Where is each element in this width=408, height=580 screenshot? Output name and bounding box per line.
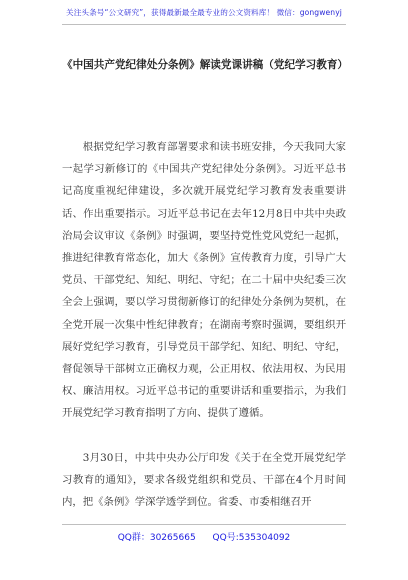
footer-qq-group: QQ群：30265665 (117, 533, 196, 543)
footer (0, 530, 408, 543)
paragraph: 根据党纪学习教育部署要求和读书班安排，今天我同大家一起学习新修订的《中国共产党纪律处分条例》。习近平总书记高度重视纪律建设，多次就开展党纪学习教育发表重要讲话、作出重要指示。习近平总书记在去年12月8日中共中央政治局会议审议《条例》时强调，要坚持党性党风党纪一起抓，推进纪律教育常态化，加大《条例》宣传教育力度，引导广大党员、干部党纪、知纪、明纪、守纪；在二十届中央纪委三次全会上强调，要以学习贯彻新修订的纪律处分条例为契机，在全党开展一次集中性纪律教育；在湖南考察时强调，要组织开展好党纪学习教育，引导党员干部学纪、知纪、明纪、守纪，督促领导干部树立正确权力观，公正用权、依法用权、为民用权、廉洁用权。习近平总书记的重要讲话和重要指示，为我们开展党纪学习教育指明了方向、提供了遵循。 (62, 141, 346, 420)
document-body (62, 136, 346, 535)
footer-divider (62, 524, 346, 525)
document-title: 《中国共产党纪律处分条例》解读党课讲稿（党纪学习教育） (62, 59, 349, 71)
header-banner: 关注头条号“公文研究”，获得最新最全最专业的公文资料库！ 微信：gongwenyj (66, 8, 342, 17)
paragraph: 3月30日，中共中央办公厅印发《关于在全党开展党纪学习教育的通知》，要求各级党组织和党员、干部在4个月时间内，把《条例》学深学透学到位。省委、市委相继召开 (62, 451, 346, 509)
footer-qq-number: QQ号:535304092 (212, 533, 291, 543)
header-divider (62, 24, 346, 25)
